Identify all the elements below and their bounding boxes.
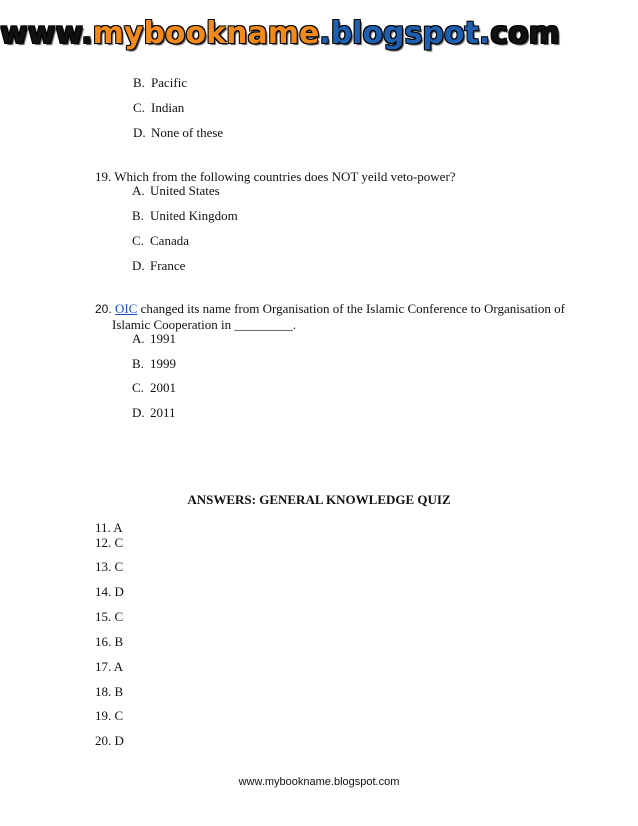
answer-item: 12. C — [95, 535, 124, 550]
question-text-line1: changed its name from Organisation of the Islamic Conference to Organisation of — [137, 301, 566, 316]
site-banner — [0, 14, 638, 54]
answer-item: 13. C — [95, 559, 124, 574]
option-text: United Kingdom — [150, 208, 238, 223]
answer-item: 16. B — [95, 634, 124, 649]
option-label: D. — [133, 125, 146, 140]
option-text: Canada — [150, 233, 189, 248]
question-20 — [95, 301, 565, 317]
answer-item: 11. A — [95, 520, 123, 535]
option-label: D. — [132, 258, 145, 273]
question-number: 19. — [95, 169, 112, 184]
q20-option-b — [132, 356, 176, 372]
answer-item: 18. B — [95, 684, 124, 699]
banner-part-blogspot: .blogspot. — [319, 16, 491, 51]
q19-option-c — [132, 233, 189, 249]
option-label: D. — [132, 405, 145, 420]
option-label: A. — [132, 331, 145, 346]
q18-option-c — [133, 100, 184, 116]
question-number: 20. — [95, 302, 112, 316]
option-label: C. — [132, 380, 144, 395]
oic-link[interactable]: OIC — [114, 301, 138, 316]
question-20-line2: Islamic Cooperation in _________. — [112, 317, 297, 332]
q19-option-d — [132, 258, 185, 274]
q19-option-b — [132, 208, 238, 224]
option-label: B. — [132, 208, 144, 223]
option-label: B. — [132, 356, 144, 371]
q20-option-d — [132, 405, 176, 421]
banner-part-com: com — [490, 16, 560, 51]
answer-item: 19. C — [95, 708, 124, 723]
banner-part-www: www. — [0, 16, 93, 51]
option-text: United States — [150, 183, 220, 198]
q19-option-a — [132, 183, 220, 199]
answer-item: 17. A — [95, 659, 124, 674]
option-text: France — [150, 258, 186, 273]
option-text: 2011 — [150, 405, 176, 420]
option-text: Pacific — [151, 75, 188, 90]
banner-part-name: mybookname — [92, 16, 320, 51]
option-text: Indian — [151, 100, 185, 115]
option-label: B. — [133, 75, 145, 90]
q18-option-d — [133, 125, 223, 141]
option-label: A. — [132, 183, 145, 198]
option-text: 1991 — [150, 331, 176, 346]
option-text: 1999 — [150, 356, 176, 371]
q20-option-c — [132, 380, 176, 396]
answer-item: 14. D — [95, 584, 124, 599]
page-footer: www.mybookname.blogspot.com — [238, 776, 400, 788]
q20-option-a — [132, 331, 176, 347]
question-text: Which from the following countries does NOT yeild veto-power? — [114, 169, 456, 184]
answer-item: 15. C — [95, 609, 124, 624]
option-label: C. — [133, 100, 145, 115]
option-text: None of these — [151, 125, 224, 140]
option-text: 2001 — [150, 380, 176, 395]
answers-heading: ANSWERS: GENERAL KNOWLEDGE QUIZ — [187, 492, 451, 507]
q18-option-b — [133, 75, 187, 91]
option-label: C. — [132, 233, 144, 248]
answer-item: 20. D — [95, 733, 124, 748]
